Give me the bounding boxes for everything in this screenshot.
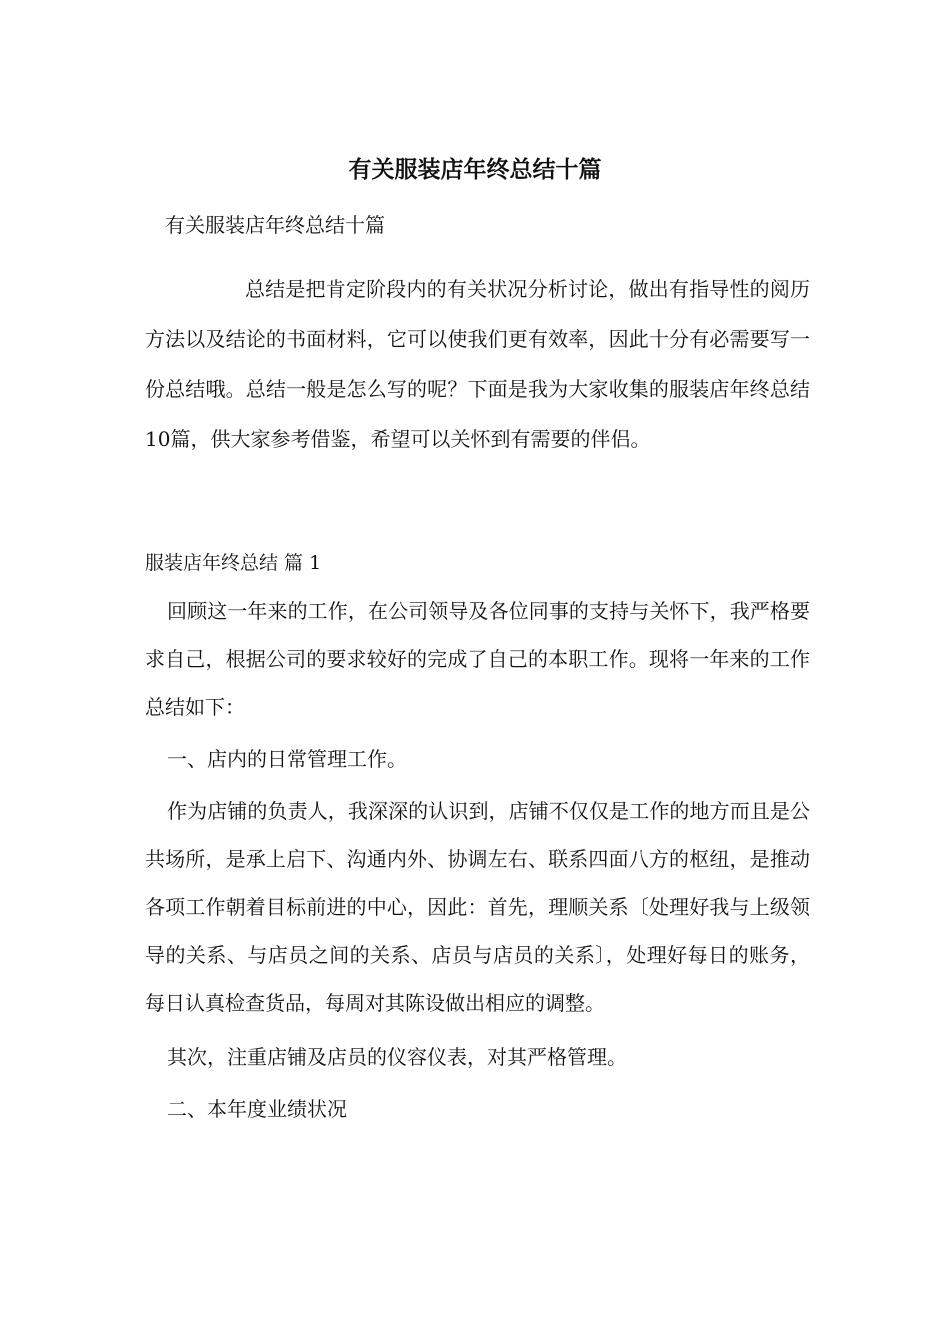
point-one-paragraph: 作为店铺的负责人，我深深的认识到，店铺不仅仅是工作的地方而且是公共场所，是承上启下、沟通内外、协调左右、联系四面八方的枢纽，是推动各项工作朝着目标前进的中心，因此：首先，理顺关系〔处理好我与上级领导的关系、与店员之间的关系、店员与店员的关系〕，处理好每日的账务，每日认真检查货品，每周对其陈设做出相应的调整。	[145, 799, 810, 1015]
point-one-heading: 一、店内的日常管理工作。	[167, 747, 407, 771]
point-two-heading: 二、本年度业绩状况	[167, 1097, 347, 1121]
document-subtitle: 有关服装店年终总结十篇	[165, 213, 385, 237]
document-title: 有关服装店年终总结十篇	[348, 157, 602, 183]
review-paragraph: 回顾这一年来的工作，在公司领导及各位同事的支持与关怀下，我严格要求自己，根据公司的要求较好的完成了自己的本职工作。现将一年来的工作总结如下：	[145, 599, 810, 719]
intro-paragraph: 总结是把肯定阶段内的有关状况分析讨论，做出有指导性的阅历方法以及结论的书面材料，它可以使我们更有效率，因此十分有必需要写一份总结哦。总结一般是怎么写的呢？下面是我为大家收集的服装店年终总结10篇，供大家参考借鉴，希望可以关怀到有需要的伴侣。	[145, 277, 810, 451]
document-body	[145, 205, 810, 1133]
section-heading: 服装店年终总结 篇 1	[145, 552, 322, 574]
point-one-followup: 其次，注重店铺及店员的仪容仪表，对其严格管理。	[167, 1045, 627, 1069]
